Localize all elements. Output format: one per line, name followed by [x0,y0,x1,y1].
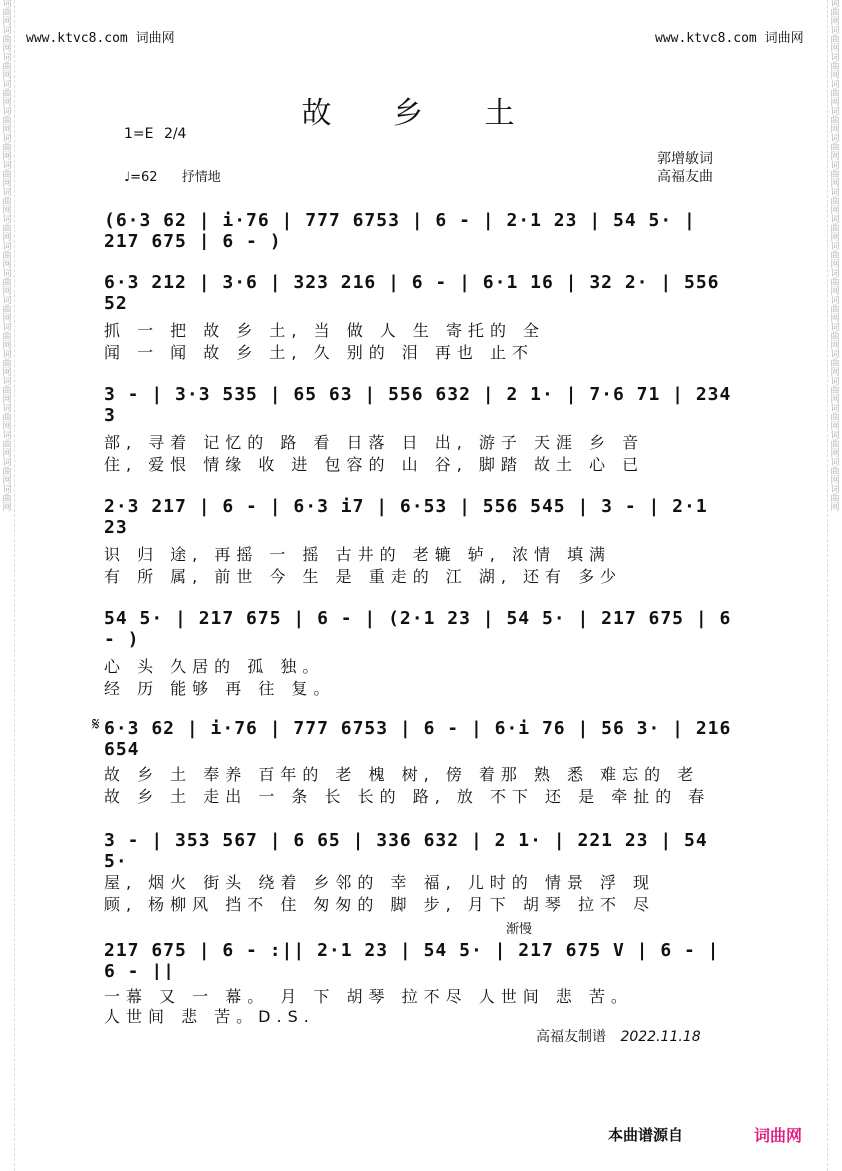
notation-line: 6·3 62 | i·76 | 777 6753 | 6 - | 6·i 76 | 56 3· | 216 654 [104,718,732,758]
lyric-verse-1: 部, 寻着 记忆的 路 看 日落 日 出, 游子 天涯 乡 音 [104,433,645,452]
notation-line: 6·3 212 | 3·6 | 323 216 | 6 - | 6·1 16 | 32 2· | 556 52 [104,272,720,312]
lyric-verse-1: 心 头 久居的 孤 独。 [104,657,325,676]
key-label: 1=E [124,126,154,142]
lyric-verse-2: 有 所 属, 前世 今 生 是 重走的 江 湖, 还有 多少 [104,567,623,586]
watermark-left: 词曲网词曲网词曲网词曲网词曲网词曲网词曲网词曲网词曲网词曲网词曲网词曲网词曲网词曲网词曲网词曲网词曲网词曲网词曲网 [0,0,15,1171]
source-brand-logo[interactable]: 词曲网 [754,1126,803,1145]
lyric-verse-2: 住, 爱恨 情缘 收 进 包容的 山 谷, 脚踏 故土 心 已 [104,455,645,474]
lyric-verse-1: 一幕 又 一 幕。 月 下 胡琴 拉不尽 人世间 悲 苦。 [104,987,633,1006]
notation-line: 3 - | 3·3 535 | 65 63 | 556 632 | 2 1· | 7·6 71 | 234 3 [104,384,732,424]
notation-line: 217 675 | 6 - :|| 2·1 23 | 54 5· | 217 675 V | 6 - | 6 - || [104,940,720,980]
lyric-verse-1: 抓 一 把 故 乡 土, 当 做 人 生 寄托的 全 [104,321,546,340]
tempo-marking [124,166,221,185]
expression-marking: 抒情地 [181,170,221,185]
score-date: 2022.11.18 [620,1029,701,1045]
source-label: 本曲谱源自 [608,1126,684,1144]
lyric-verse-1: 识 归 途, 再摇 一 摇 古井的 老辘 轳, 浓情 填满 [104,545,612,564]
time-signature: 2/4 [163,126,187,142]
lyric-verse-2: 闻 一 闻 故 乡 土, 久 别的 泪 再也 止不 [104,343,534,362]
lyric-verse-2: 故 乡 土 走出 一 条 长 长的 路, 放 不下 还 是 牵扯的 春 [104,787,711,806]
notation-line: 54 5· | 217 675 | 6 - | (2·1 23 | 54 5· | 217 675 | 6 - ) [104,608,732,648]
segno-sign: 𝄋 [92,714,100,735]
lyric-verse-1: 故 乡 土 奉养 百年的 老 槐 树, 傍 着那 熟 悉 难忘的 老 [104,765,700,784]
notation-line: 2·3 217 | 6 - | 6·3 i7 | 6·53 | 556 545 | 3 - | 2·1 23 [104,496,708,536]
ritardando-marking: 渐慢 [506,922,533,937]
notation-line: (6·3 62 | i·76 | 777 6753 | 6 - | 2·1 23 | 54 5· | 217 675 | 6 - ) [104,210,696,250]
lyric-verse-1: 屋, 烟火 街头 绕着 乡邻的 幸 福, 儿时的 情景 浮 现 [104,873,656,892]
tempo-value: ♩=62 [124,170,158,185]
lyric-verse-2: 经 历 能够 再 往 复。 [104,679,336,698]
lyricist: 郭增敏词 [657,151,713,167]
score-credit [536,1026,701,1046]
watermark-right: 词曲网词曲网词曲网词曲网词曲网词曲网词曲网词曲网词曲网词曲网词曲网词曲网词曲网词曲网词曲网词曲网词曲网词曲网词曲网 [827,0,842,1171]
song-title: 故 乡 土 [301,96,541,131]
notation-line: 3 - | 353 567 | 6 65 | 336 632 | 2 1· | 221 23 | 54 5· [104,830,708,870]
key-signature [124,126,186,142]
lyric-verse-2: 人世间 悲 苦。D.S. [104,1007,315,1026]
site-url-left[interactable]: www.ktvc8.com 词曲网 [26,31,175,46]
site-url-right[interactable]: www.ktvc8.com 词曲网 [655,31,804,46]
lyric-verse-2: 顾, 杨柳风 挡不 住 匆匆的 脚 步, 月下 胡琴 拉不 尽 [104,895,656,914]
composer: 高福友曲 [657,169,713,185]
maker-name: 高福友制谱 [536,1029,606,1045]
